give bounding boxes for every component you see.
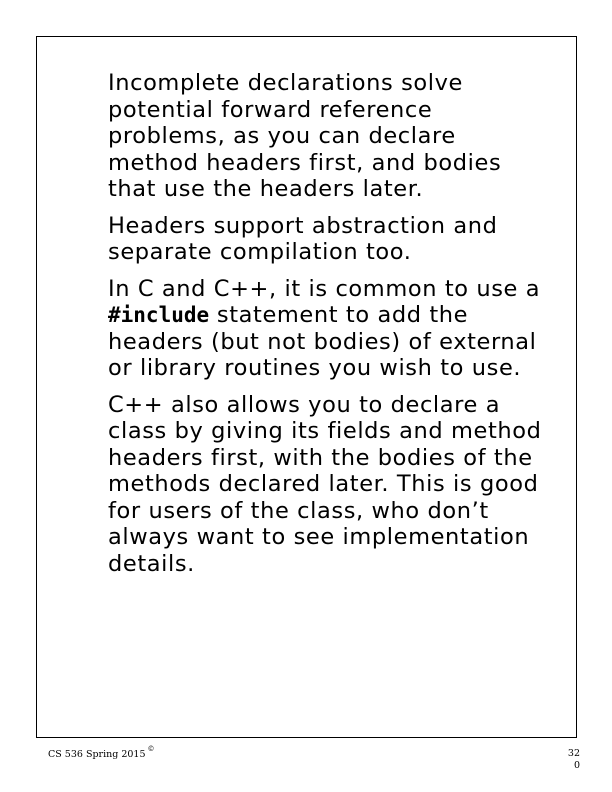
paragraph-class-declaration: C++ also allows you to declare a class by giving its fields and method headers first, with the bodies of the methods declared later. This is good for users of the class, who don’t always want to see implementation details.	[108, 391, 542, 577]
page-number-bottom: 0	[573, 760, 580, 771]
footer-course-label: CS 536 Spring 2015	[48, 749, 146, 760]
footer-course	[48, 745, 155, 760]
paragraph-include-after: statement to add the headers (but not bodies) of external or library routines you wish to use.	[108, 302, 537, 381]
paragraph-include-before: In C and C++, it is common to use a	[108, 275, 541, 302]
paragraph-forward-reference: Incomplete declarations solve potential forward reference problems, as you can declare method headers first, and bodies that use the headers later.	[108, 70, 502, 202]
copyright-icon: ©	[147, 745, 155, 753]
page-number-top: 32	[567, 748, 580, 759]
slide-body	[108, 70, 548, 587]
include-code: #include	[108, 303, 210, 327]
page-number	[560, 748, 580, 772]
paragraph-headers-abstraction: Headers support abstraction and separate compilation too.	[108, 212, 498, 265]
paragraph-include	[108, 276, 548, 382]
